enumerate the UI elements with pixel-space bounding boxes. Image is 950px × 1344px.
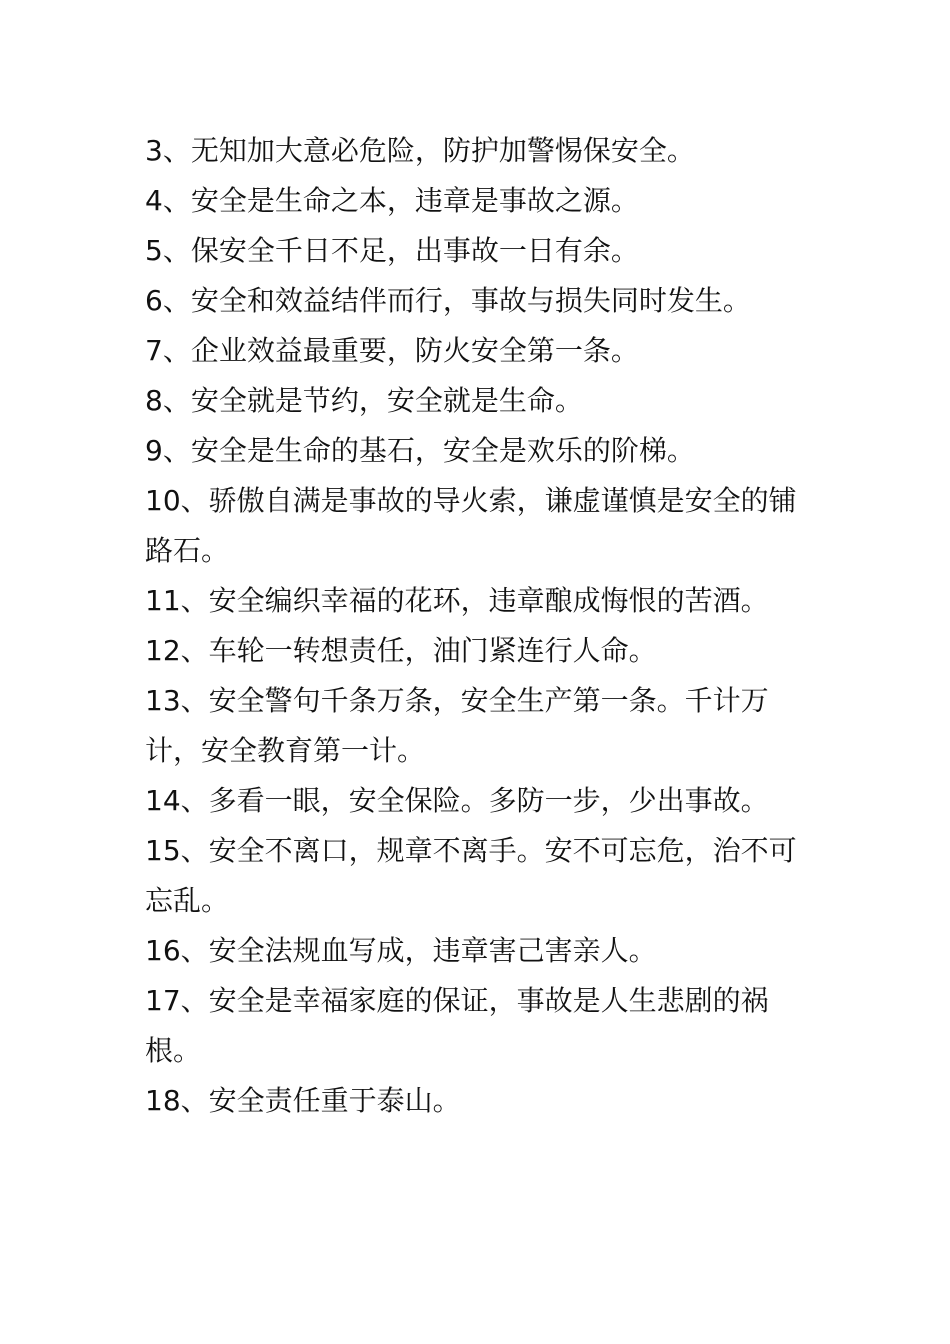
slogan-item: 18、安全责任重于泰山。 [145,1084,461,1117]
slogan-item: 12、车轮一转想责任，油门紧连行人命。 [145,634,657,667]
slogan-item: 4、安全是生命之本，违章是事故之源。 [145,184,639,217]
slogan-item: 15、安全不离口，规章不离手。安不可忘危，治不可忘乱。 [145,834,797,917]
slogan-item: 16、安全法规血写成，违章害己害亲人。 [145,934,657,967]
slogan-item: 13、安全警句千条万条，安全生产第一条。千计万计，安全教育第一计。 [145,684,769,767]
slogan-item: 11、安全编织幸福的花环，违章酿成悔恨的苦酒。 [145,584,769,617]
slogan-item: 7、企业效益最重要，防火安全第一条。 [145,334,639,367]
slogan-item: 8、安全就是节约，安全就是生命。 [145,384,583,417]
slogan-item: 9、安全是生命的基石，安全是欢乐的阶梯。 [145,434,695,467]
document-page [145,126,817,1126]
slogan-item: 10、骄傲自满是事故的导火索，谦虚谨慎是安全的铺路石。 [145,484,797,567]
slogan-item: 17、安全是幸福家庭的保证，事故是人生悲剧的祸根。 [145,984,769,1067]
slogan-item: 6、安全和效益结伴而行，事故与损失同时发生。 [145,284,751,317]
slogan-item: 3、无知加大意必危险，防护加警惕保安全。 [145,134,695,167]
slogan-item: 14、多看一眼，安全保险。多防一步，少出事故。 [145,784,769,817]
slogan-item: 5、保安全千日不足，出事故一日有余。 [145,234,639,267]
